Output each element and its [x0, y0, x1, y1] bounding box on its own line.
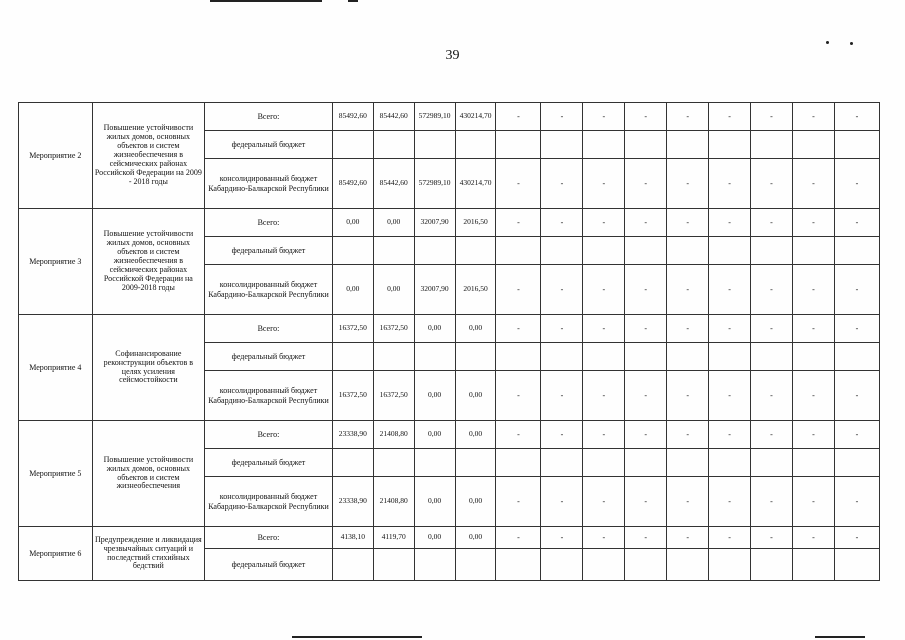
scan-artifact-top-small	[348, 0, 358, 2]
year-cell: -	[792, 527, 834, 549]
year-cell: -	[583, 209, 625, 237]
year-cell	[709, 237, 751, 265]
amount-cell: 16372,50	[373, 371, 414, 421]
amount-cell	[373, 131, 414, 159]
amount-cell	[455, 343, 496, 371]
amount-cell: 0,00	[414, 421, 455, 449]
funding-source: федеральный бюджет	[205, 449, 333, 477]
year-cell: -	[709, 265, 751, 315]
year-cell: -	[667, 421, 709, 449]
year-cell	[496, 343, 541, 371]
year-cell: -	[541, 371, 583, 421]
year-cell	[667, 549, 709, 581]
year-cell	[792, 237, 834, 265]
funding-source: консолидированный бюджет Кабардино-Балкарской Республики	[205, 477, 333, 527]
amount-cell	[414, 343, 455, 371]
year-cell: -	[496, 103, 541, 131]
year-cell: -	[583, 159, 625, 209]
amount-cell	[373, 549, 414, 581]
funding-source: Всего:	[205, 209, 333, 237]
year-cell	[541, 549, 583, 581]
amount-cell	[414, 237, 455, 265]
amount-cell	[332, 449, 373, 477]
year-cell: -	[541, 421, 583, 449]
amount-cell: 85442,60	[373, 103, 414, 131]
year-cell	[625, 449, 667, 477]
measure-description: Предупреждение и ликвидация чрезвычайных ситуаций и последствий стихийных бедствий	[92, 527, 204, 581]
funding-source: федеральный бюджет	[205, 131, 333, 159]
year-cell: -	[667, 159, 709, 209]
year-cell: -	[792, 265, 834, 315]
year-cell	[792, 131, 834, 159]
year-cell	[583, 343, 625, 371]
year-cell: -	[667, 209, 709, 237]
year-cell: -	[496, 209, 541, 237]
year-cell: -	[625, 159, 667, 209]
amount-cell: 23338,90	[332, 477, 373, 527]
year-cell	[541, 237, 583, 265]
amount-cell: 0,00	[455, 421, 496, 449]
year-cell: -	[625, 209, 667, 237]
year-cell	[834, 343, 879, 371]
amount-cell: 85492,60	[332, 159, 373, 209]
year-cell: -	[751, 159, 793, 209]
year-cell: -	[625, 371, 667, 421]
year-cell	[541, 449, 583, 477]
amount-cell: 0,00	[455, 315, 496, 343]
table-row	[19, 103, 880, 131]
amount-cell	[414, 449, 455, 477]
funding-source: Всего:	[205, 421, 333, 449]
year-cell: -	[667, 265, 709, 315]
amount-cell: 16372,50	[332, 371, 373, 421]
year-cell	[751, 131, 793, 159]
year-cell: -	[709, 477, 751, 527]
scan-artifact-bottom-right	[815, 636, 865, 638]
year-cell	[583, 131, 625, 159]
year-cell	[834, 237, 879, 265]
amount-cell: 0,00	[332, 265, 373, 315]
year-cell: -	[541, 527, 583, 549]
year-cell: -	[625, 527, 667, 549]
year-cell: -	[751, 421, 793, 449]
funding-source: федеральный бюджет	[205, 237, 333, 265]
amount-cell: 21408,80	[373, 477, 414, 527]
year-cell	[625, 549, 667, 581]
year-cell: -	[625, 477, 667, 527]
year-cell: -	[496, 159, 541, 209]
year-cell: -	[834, 159, 879, 209]
year-cell: -	[667, 477, 709, 527]
year-cell	[496, 549, 541, 581]
year-cell: -	[496, 527, 541, 549]
year-cell: -	[583, 421, 625, 449]
year-cell: -	[667, 371, 709, 421]
year-cell: -	[751, 371, 793, 421]
year-cell: -	[625, 421, 667, 449]
funding-source: консолидированный бюджет Кабардино-Балкарской Республики	[205, 371, 333, 421]
scan-dot-right	[850, 42, 853, 45]
year-cell: -	[583, 315, 625, 343]
funding-source: Всего:	[205, 315, 333, 343]
measure-name: Мероприятие 2	[19, 103, 93, 209]
amount-cell: 4119,70	[373, 527, 414, 549]
amount-cell: 0,00	[373, 209, 414, 237]
year-cell: -	[583, 265, 625, 315]
amount-cell: 572989,10	[414, 103, 455, 131]
year-cell: -	[834, 265, 879, 315]
year-cell	[751, 237, 793, 265]
year-cell	[496, 131, 541, 159]
year-cell: -	[792, 315, 834, 343]
amount-cell: 572989,10	[414, 159, 455, 209]
year-cell: -	[709, 103, 751, 131]
amount-cell: 32007,90	[414, 209, 455, 237]
funding-source: федеральный бюджет	[205, 343, 333, 371]
year-cell: -	[625, 103, 667, 131]
year-cell	[834, 131, 879, 159]
amount-cell: 0,00	[455, 371, 496, 421]
year-cell: -	[792, 209, 834, 237]
scan-artifact-top	[210, 0, 322, 2]
year-cell	[583, 449, 625, 477]
table-row	[19, 421, 880, 449]
year-cell: -	[709, 421, 751, 449]
year-cell	[709, 343, 751, 371]
scan-dot-left	[826, 41, 829, 44]
measure-description: Повышение устойчивости жилых домов, основных объектов и систем жизнеобеспечения	[92, 421, 204, 527]
year-cell	[751, 549, 793, 581]
year-cell	[496, 449, 541, 477]
year-cell: -	[834, 527, 879, 549]
amount-cell: 4138,10	[332, 527, 373, 549]
scan-artifact-bottom	[292, 636, 422, 638]
year-cell: -	[751, 477, 793, 527]
amount-cell	[455, 449, 496, 477]
year-cell: -	[834, 477, 879, 527]
amount-cell	[373, 237, 414, 265]
year-cell: -	[751, 103, 793, 131]
year-cell: -	[792, 103, 834, 131]
amount-cell	[373, 449, 414, 477]
year-cell: -	[496, 477, 541, 527]
year-cell	[583, 237, 625, 265]
year-cell: -	[792, 159, 834, 209]
year-cell	[496, 237, 541, 265]
amount-cell: 23338,90	[332, 421, 373, 449]
year-cell: -	[496, 371, 541, 421]
funding-source: федеральный бюджет	[205, 549, 333, 581]
amount-cell: 16372,50	[332, 315, 373, 343]
amount-cell	[455, 237, 496, 265]
amount-cell: 21408,80	[373, 421, 414, 449]
year-cell: -	[751, 265, 793, 315]
year-cell: -	[709, 315, 751, 343]
year-cell: -	[583, 103, 625, 131]
amount-cell: 0,00	[332, 209, 373, 237]
amount-cell	[414, 549, 455, 581]
year-cell: -	[541, 265, 583, 315]
year-cell	[667, 449, 709, 477]
measure-name: Мероприятие 6	[19, 527, 93, 581]
year-cell: -	[834, 103, 879, 131]
year-cell: -	[834, 421, 879, 449]
year-cell	[667, 343, 709, 371]
measure-name: Мероприятие 5	[19, 421, 93, 527]
amount-cell: 0,00	[414, 315, 455, 343]
amount-cell: 85492,60	[332, 103, 373, 131]
year-cell	[792, 343, 834, 371]
amount-cell: 2016,50	[455, 265, 496, 315]
amount-cell: 16372,50	[373, 315, 414, 343]
year-cell	[834, 449, 879, 477]
year-cell: -	[667, 315, 709, 343]
year-cell: -	[667, 527, 709, 549]
year-cell: -	[496, 421, 541, 449]
year-cell	[583, 549, 625, 581]
year-cell: -	[709, 371, 751, 421]
amount-cell: 32007,90	[414, 265, 455, 315]
measure-description: Повышение устойчивости жилых домов, основных объектов и систем жизнеобеспечения в сейсмических районах Российской Федерации на 2009 - 2018 годы	[92, 103, 204, 209]
year-cell	[667, 131, 709, 159]
amount-cell: 430214,70	[455, 159, 496, 209]
amount-cell: 0,00	[455, 477, 496, 527]
year-cell: -	[834, 209, 879, 237]
measure-description: Повышение устойчивости жилых домов, основных объектов и систем жизнеобеспечения в сейсмических районах Российской Федерации на 2009-2018 годы	[92, 209, 204, 315]
year-cell	[667, 237, 709, 265]
year-cell	[792, 449, 834, 477]
amount-cell: 0,00	[373, 265, 414, 315]
page-number: 39	[445, 48, 460, 63]
year-cell: -	[541, 159, 583, 209]
year-cell: -	[751, 527, 793, 549]
year-cell	[792, 549, 834, 581]
amount-cell: 0,00	[455, 527, 496, 549]
funding-source: консолидированный бюджет Кабардино-Балкарской Республики	[205, 265, 333, 315]
measure-description: Софинансирование реконструкции объектов в целях усиления сейсмостойкости	[92, 315, 204, 421]
year-cell: -	[751, 315, 793, 343]
year-cell: -	[541, 315, 583, 343]
year-cell: -	[496, 265, 541, 315]
year-cell: -	[583, 477, 625, 527]
year-cell: -	[583, 527, 625, 549]
amount-cell	[373, 343, 414, 371]
year-cell: -	[834, 315, 879, 343]
funding-source: Всего:	[205, 527, 333, 549]
year-cell	[751, 449, 793, 477]
measure-name: Мероприятие 4	[19, 315, 93, 421]
funding-source: Всего:	[205, 103, 333, 131]
year-cell: -	[792, 371, 834, 421]
year-cell	[751, 343, 793, 371]
amount-cell	[332, 549, 373, 581]
funding-source: консолидированный бюджет Кабардино-Балкарской Республики	[205, 159, 333, 209]
year-cell: -	[583, 371, 625, 421]
table-row	[19, 315, 880, 343]
year-cell: -	[709, 159, 751, 209]
funding-table	[18, 102, 880, 581]
amount-cell: 0,00	[414, 527, 455, 549]
year-cell: -	[709, 209, 751, 237]
amount-cell	[332, 343, 373, 371]
year-cell	[625, 131, 667, 159]
year-cell	[709, 449, 751, 477]
year-cell: -	[751, 209, 793, 237]
year-cell: -	[541, 209, 583, 237]
year-cell: -	[496, 315, 541, 343]
amount-cell	[455, 131, 496, 159]
year-cell: -	[834, 371, 879, 421]
year-cell	[625, 237, 667, 265]
table-row	[19, 527, 880, 549]
year-cell	[709, 549, 751, 581]
amount-cell: 430214,70	[455, 103, 496, 131]
year-cell: -	[625, 265, 667, 315]
year-cell	[834, 549, 879, 581]
year-cell	[541, 131, 583, 159]
year-cell: -	[667, 103, 709, 131]
year-cell	[625, 343, 667, 371]
year-cell	[709, 131, 751, 159]
amount-cell	[332, 131, 373, 159]
year-cell: -	[792, 477, 834, 527]
amount-cell: 0,00	[414, 477, 455, 527]
year-cell: -	[792, 421, 834, 449]
year-cell: -	[541, 477, 583, 527]
funding-table-body	[19, 103, 880, 581]
year-cell: -	[709, 527, 751, 549]
amount-cell	[414, 131, 455, 159]
amount-cell	[455, 549, 496, 581]
amount-cell: 0,00	[414, 371, 455, 421]
amount-cell: 2016,50	[455, 209, 496, 237]
table-row	[19, 209, 880, 237]
amount-cell	[332, 237, 373, 265]
year-cell: -	[541, 103, 583, 131]
year-cell: -	[625, 315, 667, 343]
year-cell	[541, 343, 583, 371]
amount-cell: 85442,60	[373, 159, 414, 209]
measure-name: Мероприятие 3	[19, 209, 93, 315]
